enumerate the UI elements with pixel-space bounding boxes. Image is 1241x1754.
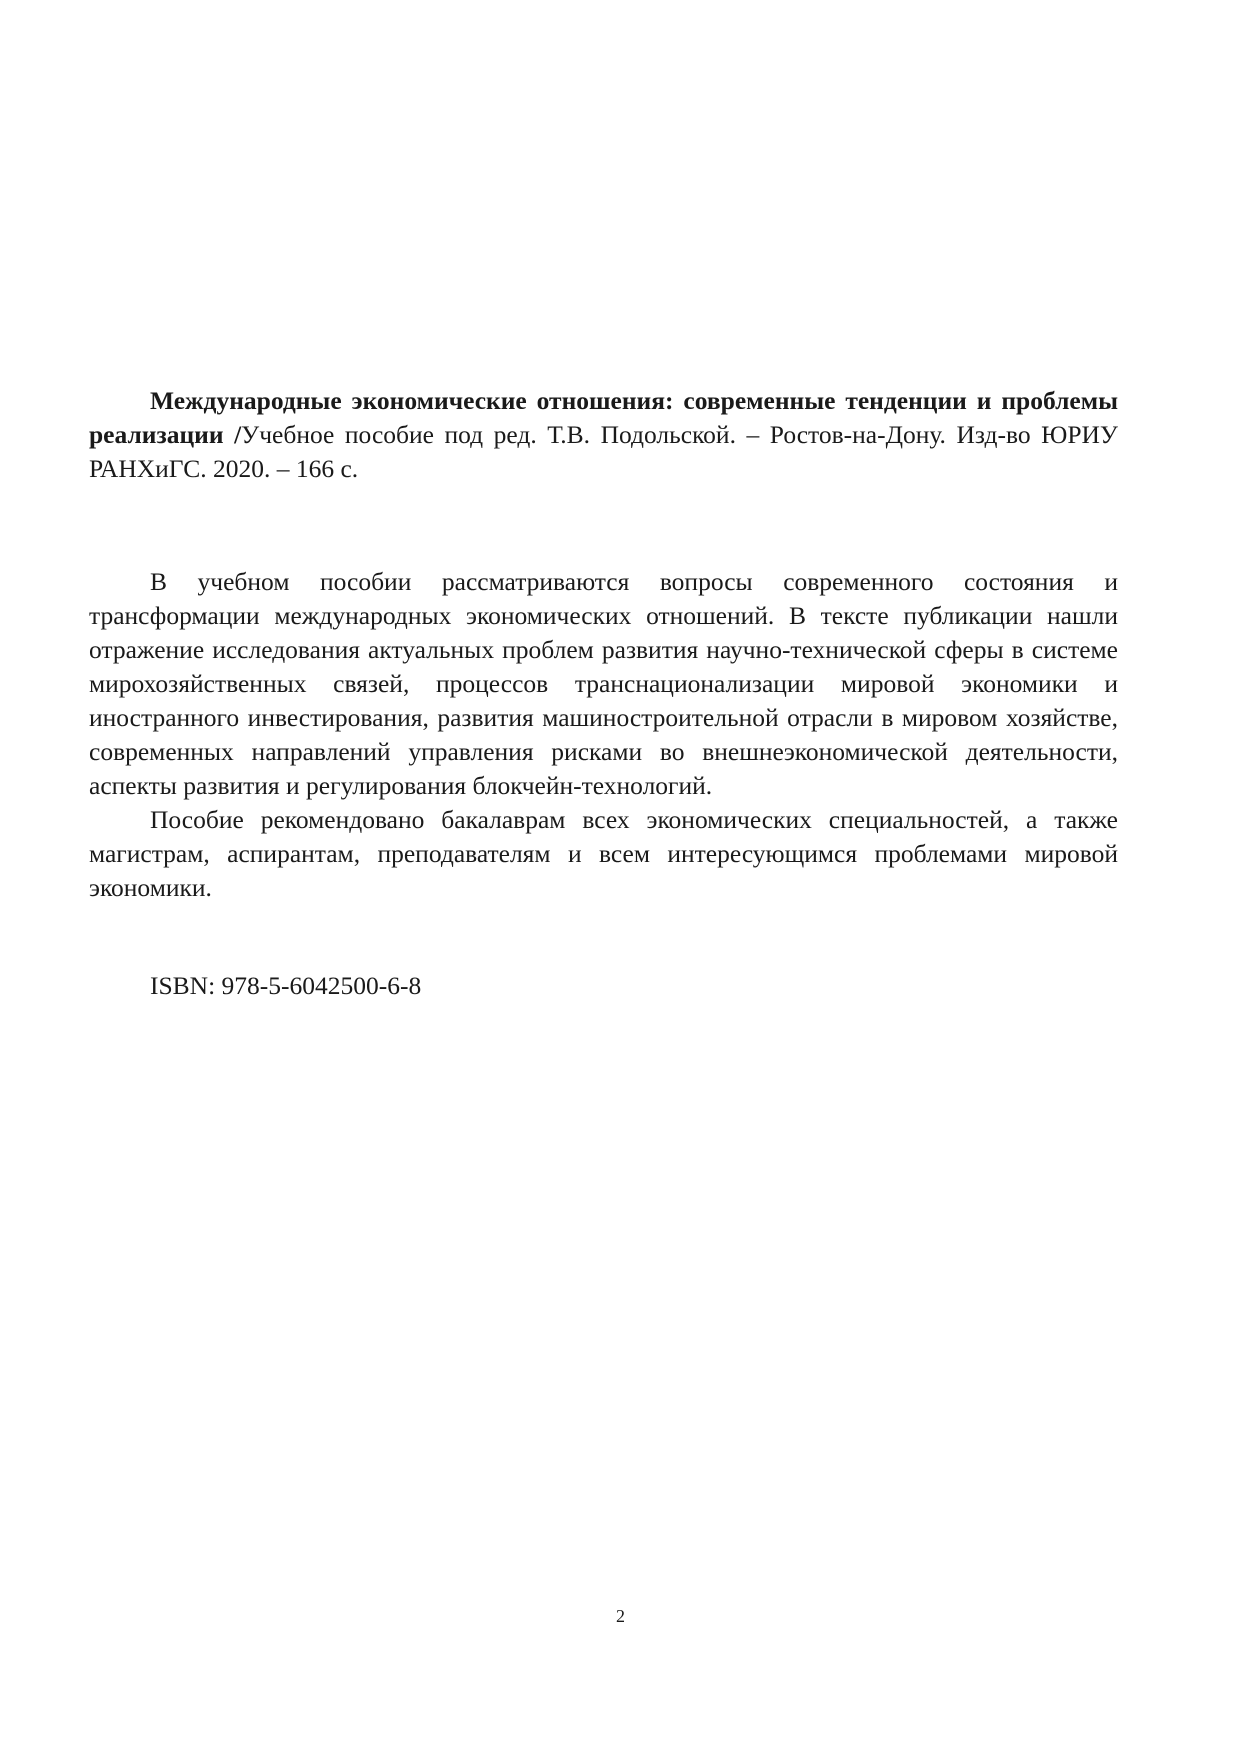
page-number: 2 xyxy=(616,1606,625,1626)
citation-title: Международные экономические отношения: современные тенденции и проблемы реализации / xyxy=(89,386,1118,449)
citation-paragraph xyxy=(89,384,1118,486)
isbn: ISBN: 978-5-6042500-6-8 xyxy=(150,971,422,1000)
abstract-paragraph-2: Пособие рекомендовано бакалаврам всех экономических специальностей, а также магистрам, аспирантам, преподавателям и всем интересующимся проблемами мировой экономики. xyxy=(89,805,1118,902)
abstract-paragraph-1: В учебном пособии рассматриваются вопросы современного состояния и трансформации международных экономических отношений. В тексте публикации нашли отражение исследования актуальных проблем развития научно-технической сферы в системе мирохозяйственных связей, процессов транснационализации мировой экономики и иностранного инвестирования, развития машиностроительной отрасли в мировом хозяйстве, современных направлений управления рисками во внешнеэкономической деятельности, аспекты развития и регулирования блокчейн-технологий. xyxy=(89,567,1118,800)
citation-details: Учебное пособие под ред. Т.В. Подольской. – Ростов-на-Дону. Изд-во ЮРИУ РАНХиГС. 2020. – 166 с. xyxy=(89,420,1118,483)
bibliographic-citation xyxy=(89,384,1118,486)
abstract xyxy=(89,565,1118,905)
